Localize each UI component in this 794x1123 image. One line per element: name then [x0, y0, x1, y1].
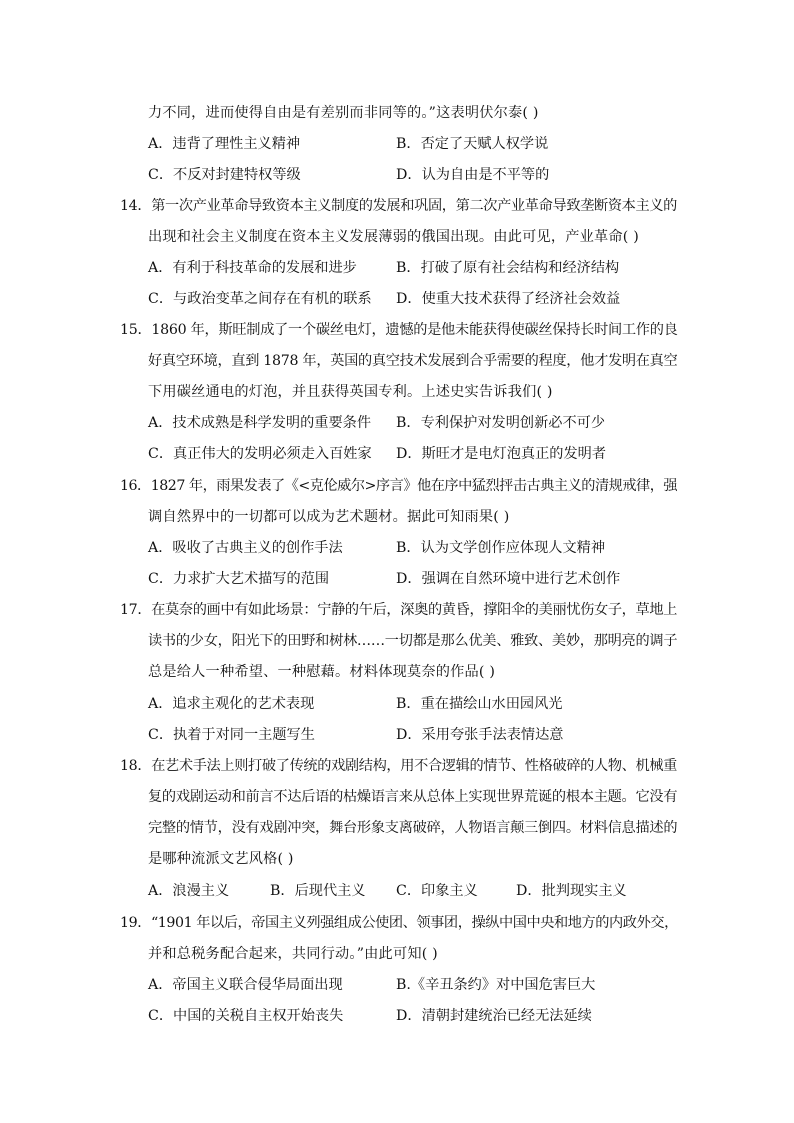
question-16-option-d: D．强调在自然环境中进行艺术创作	[396, 571, 621, 587]
question-15-option-c: C．真正伟大的发明必须走入百姓家	[148, 446, 372, 462]
question-13-option-c: C．不反对封建特权等级	[148, 167, 301, 183]
question-16-option-a: A．吸收了古典主义的创作手法	[148, 540, 343, 556]
question-14-line-1: 14．第一次产业革命导致资本主义制度的发展和巩固，第二次产业革命导致垄断资本主义的	[120, 198, 678, 214]
question-14-option-c: C．与政治变革之间存在有机的联系	[148, 291, 372, 307]
question-16-line-2: 调自然界中的一切都可以成为艺术题材。据此可知雨果( )	[148, 509, 510, 525]
question-14-line-2: 出现和社会主义制度在资本主义发展薄弱的俄国出现。由此可见，产业革命( )	[148, 229, 639, 245]
question-18-option-a: A．浪漫主义	[148, 883, 230, 899]
question-17-option-c: C．执着于对同一主题写生	[148, 727, 315, 743]
question-18-line-3: 完整的情节，没有戏剧冲突，舞台形象支离破碎，人物语言颠三倒四。材料信息描述的	[148, 820, 678, 836]
question-19-option-a: A．帝国主义联合侵华局面出现	[148, 977, 343, 993]
question-15-option-b: B．专利保护对发明创新必不可少	[396, 415, 606, 431]
question-13-option-b: B．否定了天赋人权学说	[396, 136, 549, 152]
question-17-option-a: A．追求主观化的艺术表现	[148, 696, 315, 712]
question-16-option-b: B．认为文学创作应体现人文精神	[396, 540, 606, 556]
question-14-option-a: A．有利于科技革命的发展和进步	[148, 260, 357, 276]
question-16-option-c: C．力求扩大艺术描写的范围	[148, 571, 330, 587]
question-17-option-b: B．重在描绘山水田园风光	[396, 696, 563, 712]
question-18-option-d: D．批判现实主义	[516, 883, 627, 899]
question-14-option-d: D．使重大技术获得了经济社会效益	[396, 291, 621, 307]
question-18-option-b: B．后现代主义	[270, 883, 366, 899]
question-15-line-3: 下用碳丝通电的灯泡，并且获得英国专利。上述史实告诉我们( )	[148, 384, 553, 400]
question-17-line-1: 17．在莫奈的画中有如此场景：宁静的午后，深奥的黄昏，撑阳伞的美丽忧伤女子，草地上	[120, 602, 678, 618]
question-18-line-2: 复的戏剧运动和前言不达后语的枯燥语言来从总体上实现世界荒诞的根本主题。它没有	[148, 789, 678, 805]
question-15-line-2: 好真空环境，直到 1878 年，英国的真空技术发展到合乎需要的程度，他才发明在真空	[148, 353, 678, 369]
question-18-option-c: C．印象主义	[396, 883, 478, 899]
question-13-option-a: A．违背了理性主义精神	[148, 136, 301, 152]
question-15-line-1: 15．1860 年，斯旺制成了一个碳丝电灯，遗憾的是他未能获得使碳丝保持长时间工作的良	[120, 322, 678, 338]
question-16-line-1: 16．1827 年，雨果发表了《<克伦威尔>序言》他在序中猛烈抨击古典主义的清规戒律，强	[120, 478, 678, 494]
question-18-line-1: 18．在艺术手法上则打破了传统的戏剧结构，用不合逻辑的情节、性格破碎的人物、机械重	[120, 758, 678, 774]
question-17-line-3: 总是给人一种希望、一种慰藉。材料体现莫奈的作品( )	[148, 664, 496, 680]
question-18-line-4: 是哪种流派文艺风格( )	[148, 851, 294, 867]
question-17-option-d: D．采用夸张手法表情达意	[396, 727, 564, 743]
question-13-stem-continuation: 力不同，进而使得自由是有差别而非同等的。”这表明伏尔泰( )	[148, 105, 539, 121]
question-15-option-a: A．技术成熟是科学发明的重要条件	[148, 415, 372, 431]
question-19-line-2: 并和总税务配合起来，共同行动。”由此可知( )	[148, 946, 438, 962]
question-17-line-2: 读书的少女，阳光下的田野和树林……一切都是那么优美、雅致、美妙，那明亮的调子	[148, 633, 678, 649]
question-15-option-d: D．斯旺才是电灯泡真正的发明者	[396, 446, 607, 462]
question-13-option-d: D．认为自由是不平等的	[396, 167, 550, 183]
question-19-line-1: 19．“1901 年以后，帝国主义列强组成公使团、领事团，操纵中国中央和地方的内政外交，	[120, 915, 678, 931]
question-19-option-c: C．中国的关税自主权开始丧失	[148, 1008, 344, 1024]
question-19-option-d: D．清朝封建统治已经无法延续	[396, 1008, 592, 1024]
question-14-option-b: B．打破了原有社会结构和经济结构	[396, 260, 620, 276]
question-19-option-b: B.《辛丑条约》对中国危害巨大	[396, 977, 596, 993]
